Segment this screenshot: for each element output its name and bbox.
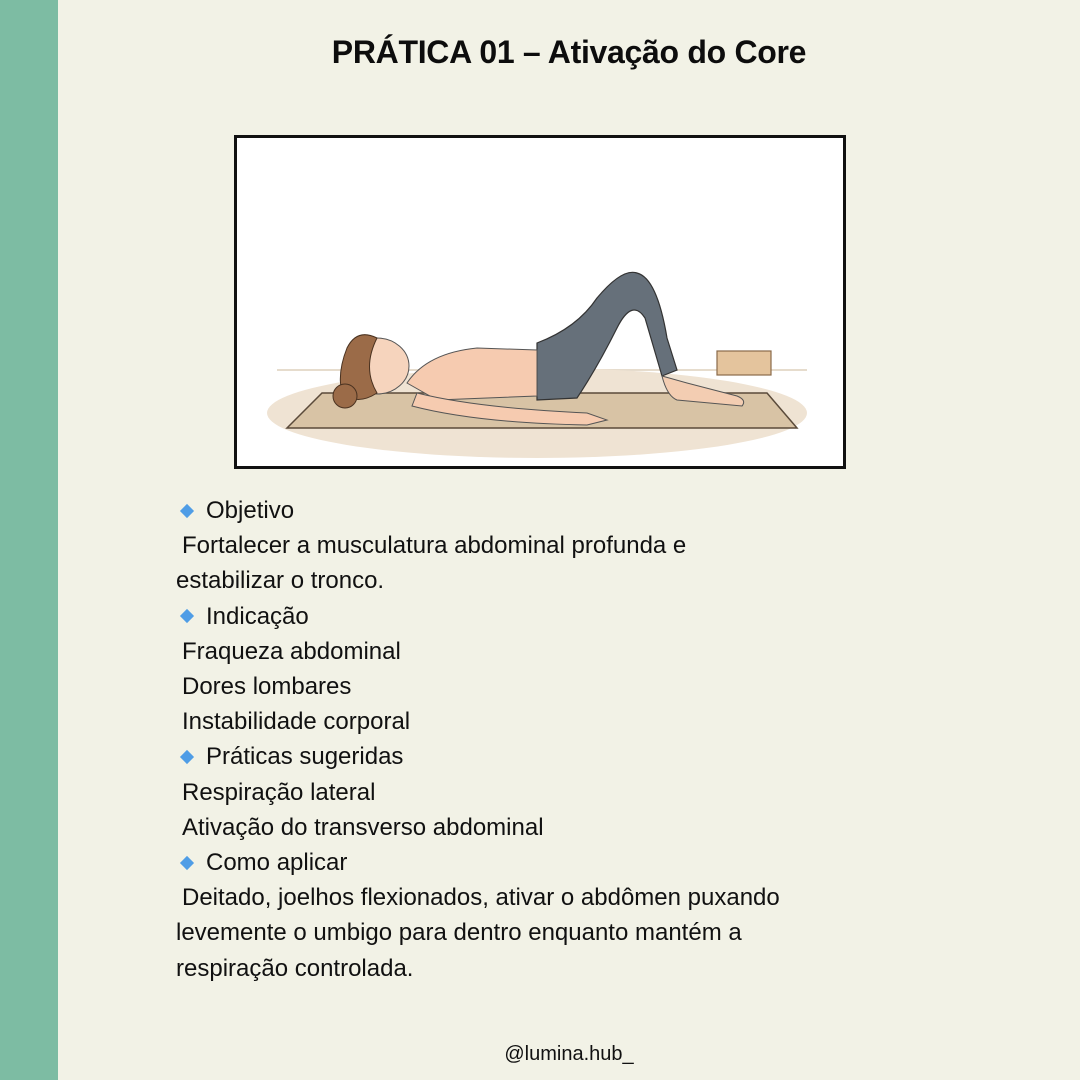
section-text: Ativação do transverso abdominal	[182, 813, 544, 841]
section-heading: Como aplicar	[206, 849, 348, 877]
section-heading: Objetivo	[206, 497, 295, 524]
section-text: Dores lombares	[182, 673, 352, 701]
section-como-aplicar	[176, 845, 916, 986]
content-body	[176, 493, 916, 986]
section-heading: Práticas sugeridas	[206, 743, 404, 771]
section-text: Deitado, joelhos flexionados, ativar o abdômen puxando	[182, 884, 780, 912]
section-text: Fraqueza abdominal	[182, 637, 401, 665]
side-accent-bar	[0, 0, 58, 1080]
section-text: respiração controlada.	[176, 954, 414, 982]
section-text: Fortalecer a musculatura abdominal profunda e	[182, 532, 687, 560]
section-indicacao	[176, 599, 916, 740]
section-text: levemente o umbigo para dentro enquanto mantém a	[176, 919, 742, 947]
page-title: PRÁTICA 01 – Ativação do Core	[331, 34, 807, 70]
footer-handle: @lumina.hub_	[504, 1043, 634, 1065]
woman-lying-on-mat-illustration	[237, 138, 843, 466]
section-objetivo	[176, 493, 916, 599]
section-praticas-sugeridas	[176, 739, 916, 845]
diamond-bullet-icon	[180, 609, 194, 623]
diamond-bullet-icon	[180, 750, 194, 764]
exercise-illustration	[234, 135, 846, 469]
diamond-bullet-icon	[180, 856, 194, 870]
section-text: estabilizar o tronco.	[176, 567, 385, 595]
section-text: Respiração lateral	[182, 778, 376, 806]
diamond-bullet-icon	[180, 504, 194, 518]
section-heading: Indicação	[206, 602, 309, 630]
section-text: Instabilidade corporal	[182, 708, 411, 736]
